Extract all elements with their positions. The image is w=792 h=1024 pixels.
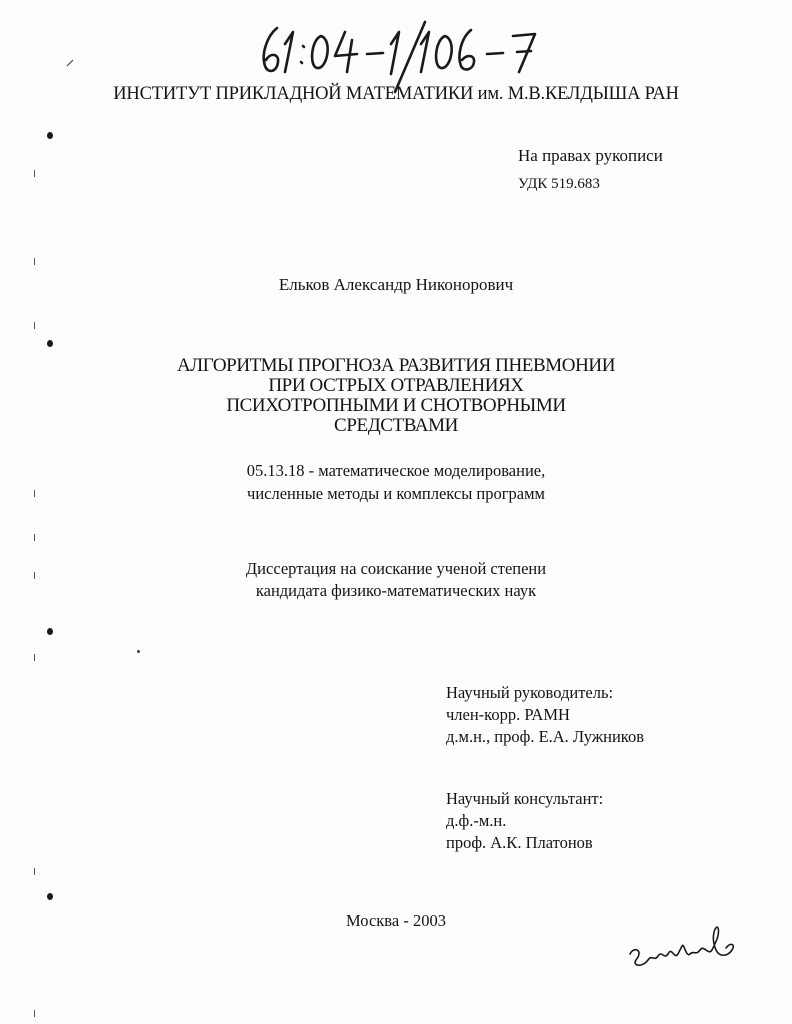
degree-statement: [0, 558, 792, 602]
scan-dust-mark: [137, 650, 140, 653]
author-name: Ельков Александр Никонорович: [278, 275, 514, 294]
title-line: АЛГОРИТМЫ ПРОГНОЗА РАЗВИТИЯ ПНЕВМОНИИ: [176, 355, 616, 376]
consultant-name: проф. А.К. Платонов: [446, 833, 593, 852]
binding-hole-mark: [47, 893, 53, 900]
manuscript-rights-note: На правах рукописи: [518, 146, 663, 165]
scan-tick-mark: [34, 170, 35, 177]
scientific-supervisor: [446, 682, 644, 748]
title-line: ПСИХОТРОПНЫМИ И СНОТВОРНЫМИ: [226, 395, 566, 416]
title-line: СРЕДСТВАМИ: [334, 415, 458, 436]
degree-line: кандидата физико-математических наук: [255, 581, 537, 600]
binding-hole-mark: [47, 132, 53, 139]
scan-tick-mark: [34, 534, 35, 541]
udc-code: УДК 519.683: [518, 176, 600, 192]
stray-pen-mark: [66, 54, 74, 62]
institute-name: ИНСТИТУТ ПРИКЛАДНОЙ МАТЕМАТИКИ им. М.В.КЕЛДЫША РАН: [113, 84, 679, 104]
title-line: ПРИ ОСТРЫХ ОТРАВЛЕНИЯХ: [268, 375, 524, 396]
supervisor-heading: Научный руководитель:: [446, 683, 614, 702]
dissertation-title: [0, 356, 792, 436]
scan-tick-mark: [34, 322, 35, 329]
binding-hole-mark: [47, 628, 53, 635]
consultant-degree: д.ф.-м.н.: [446, 811, 507, 830]
scan-tick-mark: [34, 258, 35, 265]
scan-tick-mark: [34, 868, 35, 875]
scan-tick-mark: [34, 654, 35, 661]
scan-tick-mark: [34, 572, 35, 579]
degree-line: Диссертация на соискание ученой степени: [245, 559, 547, 578]
specialty: [0, 459, 792, 505]
city-and-year: Москва - 2003: [346, 911, 446, 930]
specialty-line: 05.13.18 - математическое моделирование,: [246, 461, 546, 480]
scan-tick-mark: [34, 1010, 35, 1017]
scan-tick-mark: [34, 490, 35, 497]
supervisor-name: д.м.н., проф. Е.А. Лужников: [446, 727, 645, 746]
binding-hole-mark: [47, 340, 53, 347]
handwritten-signature: [624, 916, 744, 986]
specialty-line: численные методы и комплексы программ: [247, 484, 545, 503]
consultant-heading: Научный консультант:: [446, 789, 604, 808]
supervisor-title: член-корр. РАМН: [446, 705, 570, 724]
scientific-consultant: [446, 788, 603, 854]
